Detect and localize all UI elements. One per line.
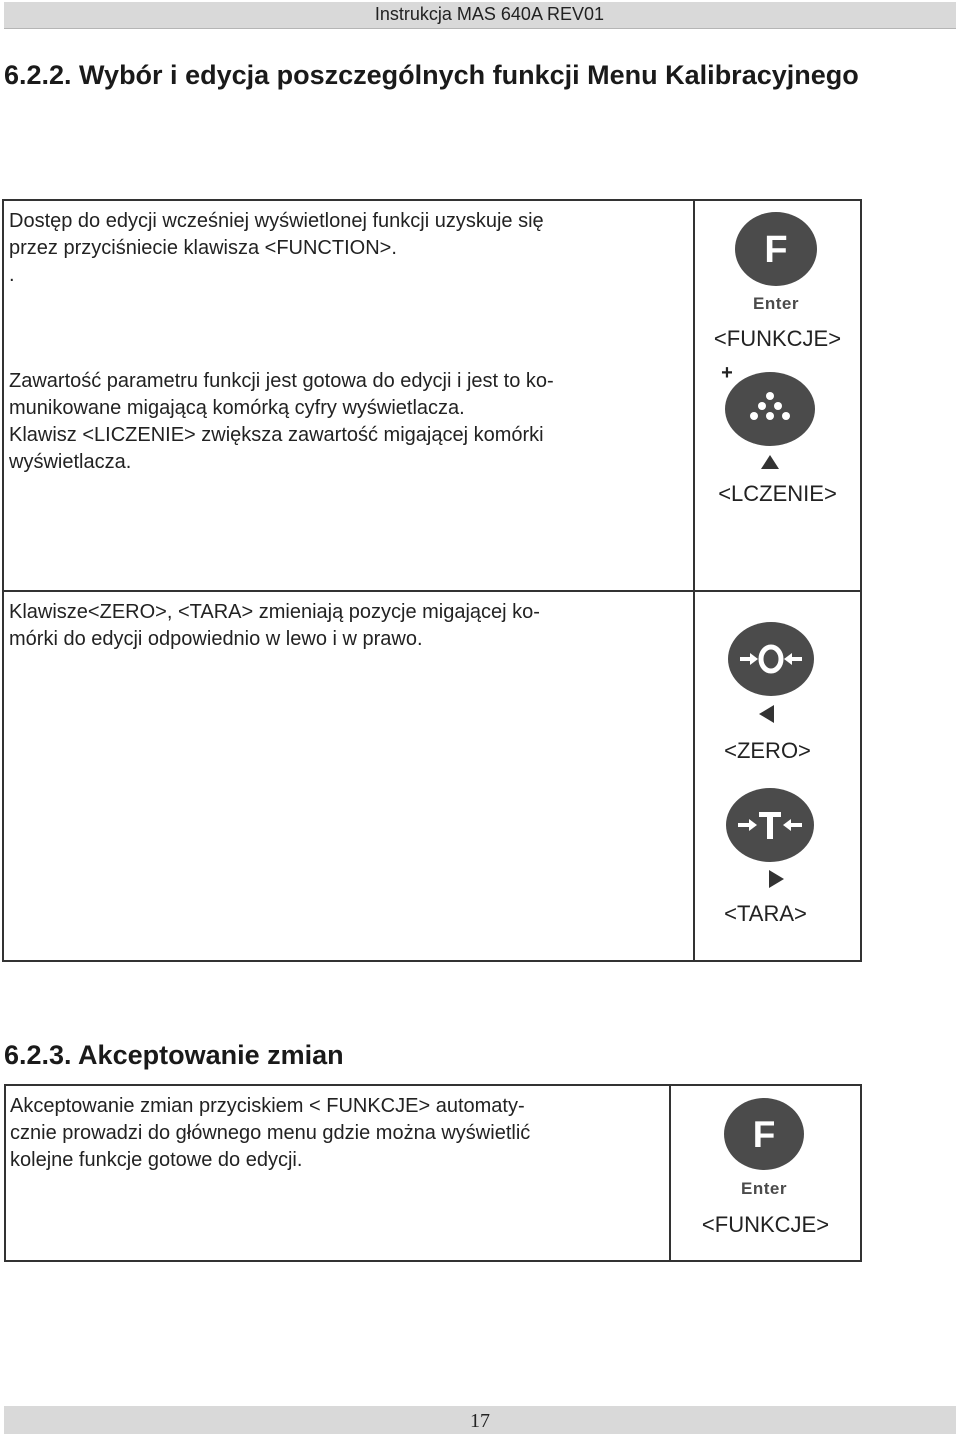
- table-column-divider: [693, 199, 695, 962]
- row1-paragraph-access: Dostęp do edycji wcześniej wyświetlonej funkcji uzyskuje się przez przyciśniecie klawisza <FUNCTION>. .: [9, 210, 544, 286]
- svg-text:F: F: [764, 229, 788, 271]
- funkcje-caption: <FUNKCJE>: [713, 326, 842, 351]
- section-heading-6-2-2: 6.2.2. Wybór i edycja poszczególnych funkcji Menu Kalibracyjnego: [4, 60, 859, 90]
- arrow-right-icon: [767, 869, 785, 889]
- liczenie-caption: <LCZENIE>: [718, 481, 837, 506]
- zero-key-icon: [728, 622, 814, 696]
- row2-paragraph-navigation: Klawisze<ZERO>, <TARA> zmieniają pozycje migającej ko- mórki do edycji odpowiednio w lewo i w prawo.: [9, 601, 540, 650]
- row1-paragraph-edit: Zawartość parametru funkcji jest gotowa do edycji i jest to ko- munikowane migającą komórką cyfry wyświetlacza. Klawisz <LICZENIE> zwiększa zawartość migającej komórki wyświetlacza.: [9, 370, 554, 473]
- page-number: 17: [470, 1410, 490, 1432]
- table2-column-divider: [669, 1084, 671, 1262]
- section-heading-6-2-3: 6.2.3. Akceptowanie zmian: [4, 1040, 344, 1070]
- document-title: Instrukcja MAS 640A REV01: [374, 4, 604, 24]
- svg-text:F: F: [752, 1114, 776, 1155]
- funkcje-caption: <FUNKCJE>: [701, 1212, 830, 1237]
- plus-sign: +: [721, 362, 733, 384]
- tare-key-icon: [726, 788, 814, 862]
- arrow-up-icon: [760, 454, 780, 470]
- tara-caption: <TARA>: [724, 901, 807, 926]
- enter-sublabel: Enter: [753, 294, 799, 313]
- table-row-divider: [2, 590, 862, 592]
- enter-sublabel: Enter: [741, 1179, 787, 1198]
- function-enter-key-icon: [735, 212, 817, 286]
- accept-paragraph: Akceptowanie zmian przyciskiem < FUNKCJE> automaty- cznie prowadzi do głównego menu gdzie można wyświetlić kolejne funkcje gotowe do edycji.: [10, 1095, 531, 1171]
- function-enter-key-icon: [724, 1098, 804, 1170]
- zero-caption: <ZERO>: [724, 738, 811, 763]
- counting-key-icon: [725, 372, 815, 446]
- arrow-left-icon: [758, 704, 776, 724]
